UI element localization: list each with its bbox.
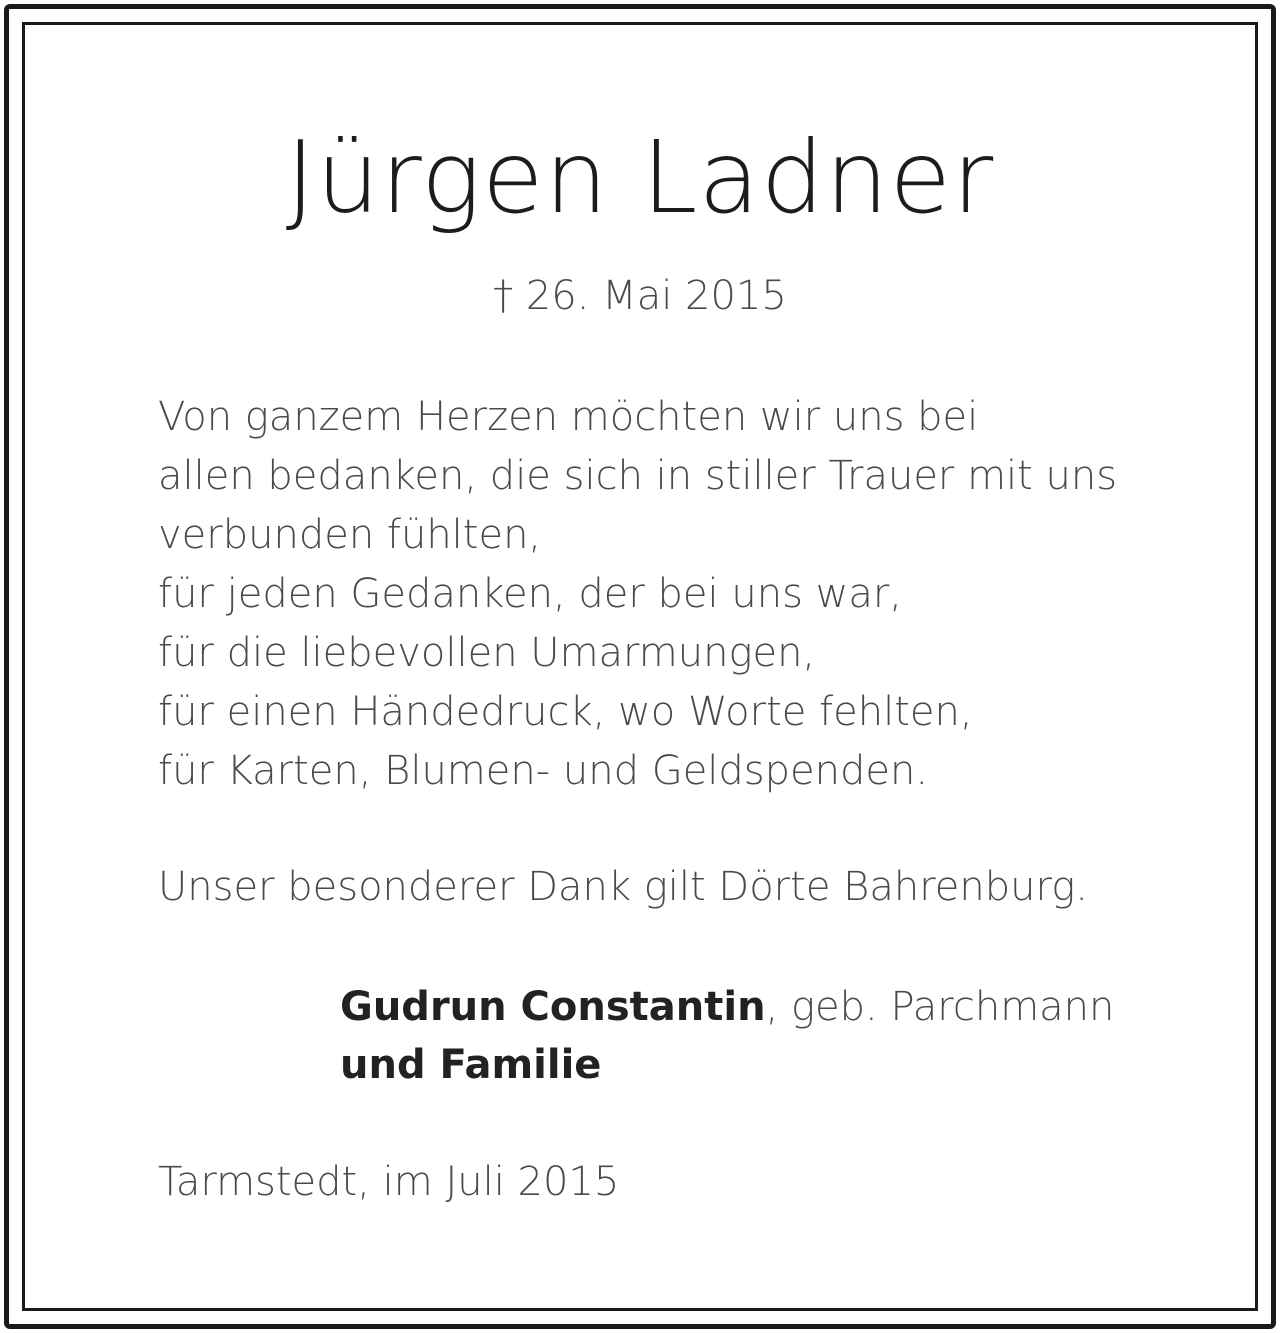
message-line: für die liebevollen Umarmungen, [158,630,816,676]
thank-you-message [158,388,1158,801]
signature-line-1 [340,978,1220,1036]
message-line: verbunden fühlten, [158,512,542,558]
message-line: für einen Händedruck, wo Worte fehlten, [158,689,973,735]
signer-family: und Familie [340,1042,602,1088]
death-date: † 26. Mai 2015 [493,273,787,319]
deceased-name: Jürgen Ladner [285,119,995,236]
signature-block [340,978,1220,1094]
signer-birth-name: , geb. Parchmann [765,984,1115,1030]
place-and-date: Tarmstedt, im Juli 2015 [158,1159,620,1205]
message-line: Von ganzem Herzen möchten wir uns bei [158,394,979,440]
message-line: allen bedanken, die sich in stiller Trauer mit uns [158,453,1118,499]
signer-name: Gudrun Constantin [340,984,766,1030]
special-thanks: Unser besonderer Dank gilt Dörte Bahrenburg. [158,864,1088,910]
message-line: für jeden Gedanken, der bei uns war, [158,571,903,617]
message-line: für Karten, Blumen- und Geldspenden. [158,748,929,794]
